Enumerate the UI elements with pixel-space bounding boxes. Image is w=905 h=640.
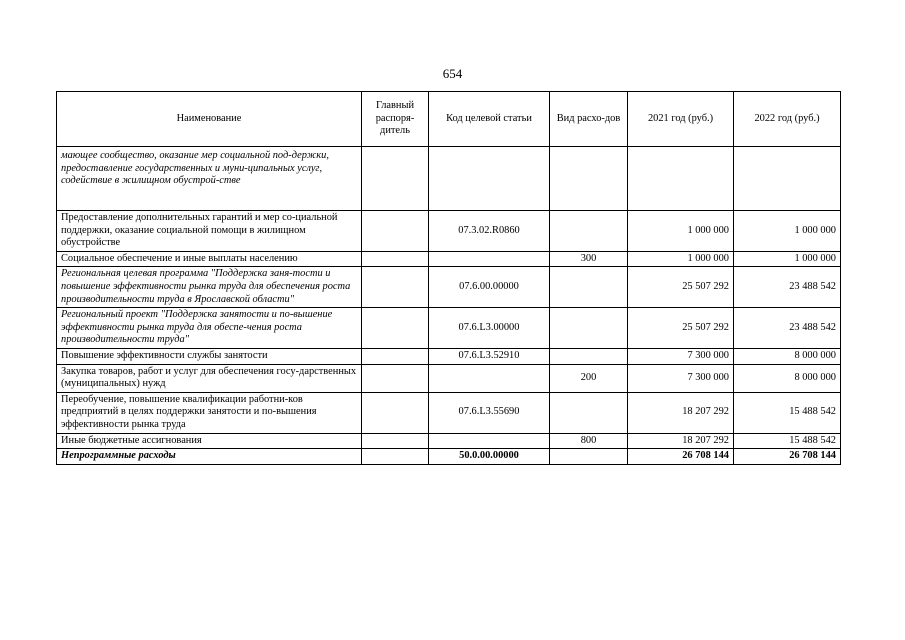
row-code: 07.6.L3.55690 xyxy=(429,392,550,433)
row-name: Закупка товаров, работ и услуг для обеспечения госу-дарственных (муниципальных) нужд xyxy=(57,364,362,392)
row-admin xyxy=(362,449,429,465)
row-admin xyxy=(362,392,429,433)
row-code xyxy=(429,364,550,392)
row-2022: 26 708 144 xyxy=(734,449,841,465)
row-type xyxy=(550,211,628,252)
row-2022: 1 000 000 xyxy=(734,211,841,252)
row-type: 300 xyxy=(550,251,628,267)
row-type xyxy=(550,392,628,433)
row-2021: 25 507 292 xyxy=(628,308,734,349)
row-admin xyxy=(362,348,429,364)
budget-table xyxy=(56,91,841,465)
row-2022: 8 000 000 xyxy=(734,348,841,364)
row-admin xyxy=(362,433,429,449)
row-2022: 1 000 000 xyxy=(734,251,841,267)
table-row xyxy=(57,433,841,449)
row-code: 50.0.00.00000 xyxy=(429,449,550,465)
row-admin xyxy=(362,267,429,308)
row-name: Предоставление дополнительных гарантий и мер со-циальной поддержки, оказание социальной помощи в жилищном обустройстве xyxy=(57,211,362,252)
table-row xyxy=(57,251,841,267)
row-code: 07.6.L3.00000 xyxy=(429,308,550,349)
row-2021: 1 000 000 xyxy=(628,251,734,267)
row-2021: 7 300 000 xyxy=(628,348,734,364)
table-row xyxy=(57,449,841,465)
table-row xyxy=(57,267,841,308)
row-code xyxy=(429,147,550,211)
row-code: 07.6.L3.52910 xyxy=(429,348,550,364)
row-code: 07.6.00.00000 xyxy=(429,267,550,308)
row-2021 xyxy=(628,147,734,211)
table-row xyxy=(57,147,841,211)
header-type: Вид расхо-дов xyxy=(550,92,628,147)
row-type: 200 xyxy=(550,364,628,392)
row-2021: 18 207 292 xyxy=(628,433,734,449)
row-2022: 8 000 000 xyxy=(734,364,841,392)
row-name: Иные бюджетные ассигнования xyxy=(57,433,362,449)
row-type xyxy=(550,147,628,211)
header-2022: 2022 год (руб.) xyxy=(734,92,841,147)
row-name: Социальное обеспечение и иные выплаты населению xyxy=(57,251,362,267)
table-row xyxy=(57,211,841,252)
row-2022: 15 488 542 xyxy=(734,433,841,449)
table-row xyxy=(57,308,841,349)
table-row xyxy=(57,348,841,364)
row-2021: 25 507 292 xyxy=(628,267,734,308)
row-code: 07.3.02.R0860 xyxy=(429,211,550,252)
header-admin: Главный распоря-дитель xyxy=(362,92,429,147)
row-admin xyxy=(362,147,429,211)
row-name: Непрограммные расходы xyxy=(57,449,362,465)
row-2021: 26 708 144 xyxy=(628,449,734,465)
row-name: Региональная целевая программа "Поддержка заня-тости и повышение эффективности рынка труда для обеспечения роста производительности труда в Ярославской области" xyxy=(57,267,362,308)
row-code xyxy=(429,251,550,267)
header-code: Код целевой статьи xyxy=(429,92,550,147)
row-2021: 1 000 000 xyxy=(628,211,734,252)
table-row xyxy=(57,392,841,433)
header-name: Наименование xyxy=(57,92,362,147)
row-admin xyxy=(362,251,429,267)
row-type xyxy=(550,449,628,465)
page-number: 654 xyxy=(442,66,463,81)
row-admin xyxy=(362,211,429,252)
row-2022 xyxy=(734,147,841,211)
table-header-row xyxy=(57,92,841,147)
row-2021: 18 207 292 xyxy=(628,392,734,433)
row-2022: 23 488 542 xyxy=(734,267,841,308)
row-type: 800 xyxy=(550,433,628,449)
row-name: Повышение эффективности службы занятости xyxy=(57,348,362,364)
row-2022: 15 488 542 xyxy=(734,392,841,433)
table-row xyxy=(57,364,841,392)
row-2021: 7 300 000 xyxy=(628,364,734,392)
row-2022: 23 488 542 xyxy=(734,308,841,349)
row-code xyxy=(429,433,550,449)
row-name: Переобучение, повышение квалификации работни-ков предприятий в целях поддержки занятости и по-вышения эффективности рынка труда xyxy=(57,392,362,433)
row-type xyxy=(550,348,628,364)
row-type xyxy=(550,308,628,349)
header-2021: 2021 год (руб.) xyxy=(628,92,734,147)
row-name: Региональный проект "Поддержка занятости и по-вышение эффективности рынка труда для обеспе-чения роста производительности труда" xyxy=(57,308,362,349)
row-type xyxy=(550,267,628,308)
row-admin xyxy=(362,308,429,349)
row-admin xyxy=(362,364,429,392)
row-name: мающее сообщество, оказание мер социальной под-держки, предоставление государственных и муни-ципальных услуг, содействие в жилищном обустрой-стве xyxy=(57,147,362,211)
